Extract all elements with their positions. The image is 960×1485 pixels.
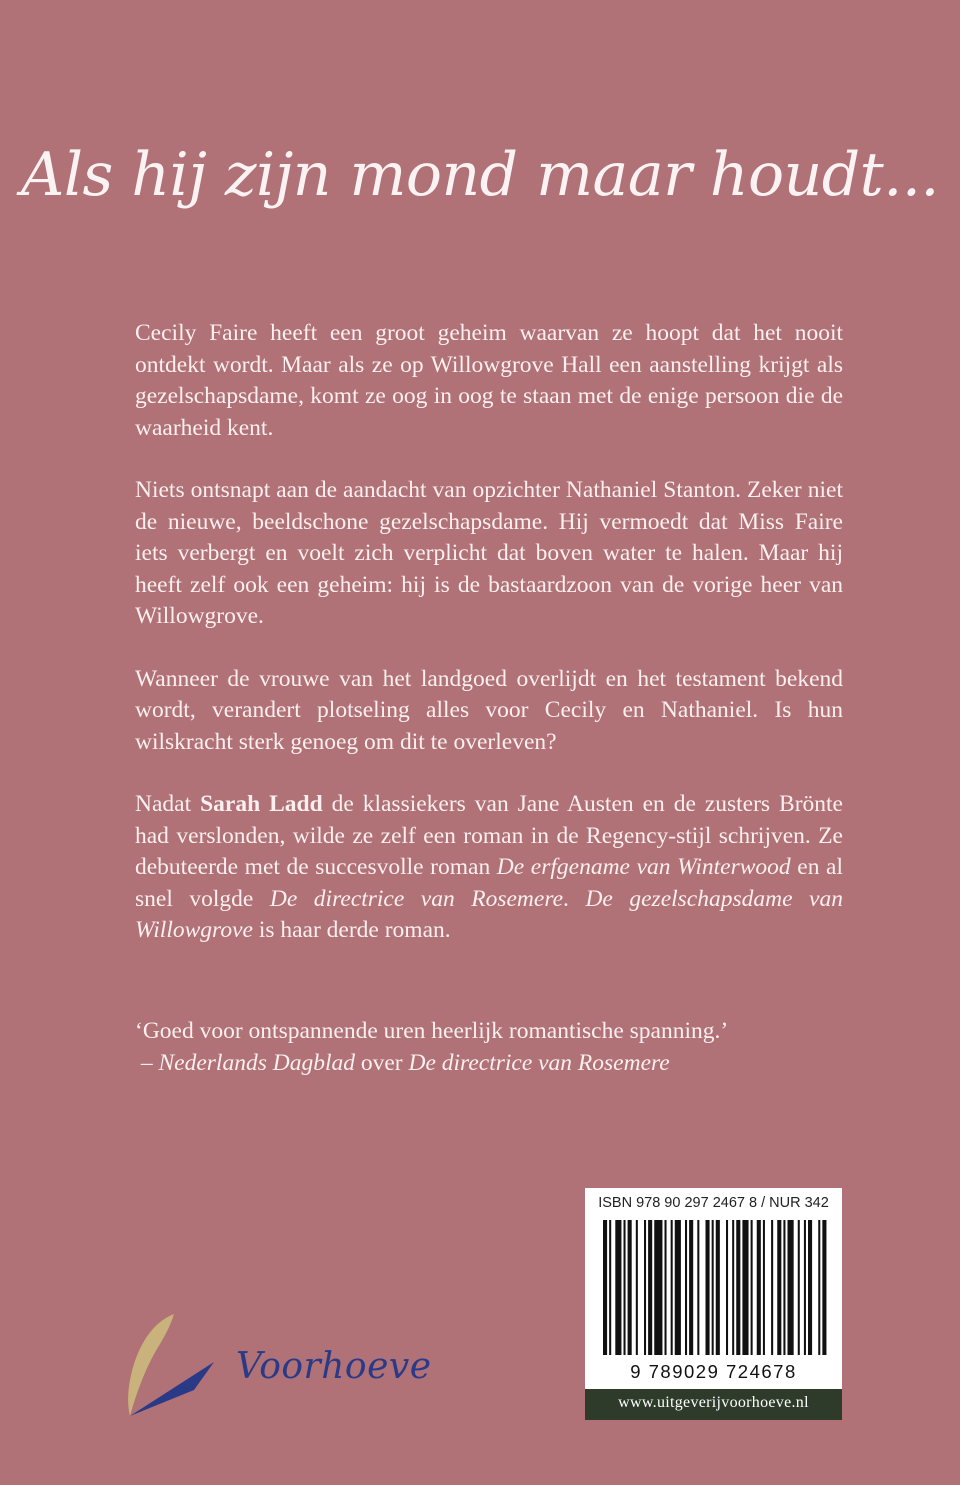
- barcode-bar: [671, 1220, 673, 1355]
- author-name: Sarah Ladd: [200, 791, 323, 817]
- quote-text: ‘Goed voor ontspannende uren heerlijk romantische spanning.’: [135, 1018, 729, 1044]
- quote-dash: –: [140, 1049, 159, 1076]
- barcode-bar: [624, 1220, 626, 1355]
- barcode-bar: [685, 1220, 687, 1355]
- barcode-bar: [788, 1220, 794, 1355]
- barcode-bar: [818, 1220, 820, 1355]
- website-bar: [585, 1389, 842, 1420]
- barcode-bar: [615, 1220, 621, 1355]
- quote-source: Nederlands Dagblad: [158, 1049, 355, 1076]
- barcode-bar: [771, 1220, 773, 1355]
- barcode-bar: [732, 1220, 734, 1355]
- review-quote: [135, 1016, 843, 1079]
- blurb-paragraph: Cecily Faire heeft een groot geheim waarvan ze hoopt dat het nooit ontdekt wordt. Maar als ze op Willowgrove Hall een aanstelling krijgt als gezelschapsdame, komt ze oog in oog te staan met de enige persoon die de waarheid kent.: [135, 320, 843, 441]
- barcode-bar: [763, 1220, 765, 1355]
- barcode-bar: [654, 1220, 662, 1355]
- barcode-bar: [706, 1220, 710, 1355]
- barcode-bar: [644, 1220, 646, 1355]
- back-cover-blurb: [135, 318, 843, 947]
- barcode-panel: [585, 1188, 842, 1389]
- blurb-paragraph: Wanneer de vrouwe van het landgoed overlijdt en het testament bekend wordt, verandert plotseling alles voor Cecily en Nathaniel. Is hun wilskracht sterk genoeg om dit te overleven?: [135, 665, 843, 755]
- barcode-bar: [808, 1220, 812, 1355]
- bio-text: de klassiekers van Jane Austen en de zusters Brönte had verslonden, wilde ze zelf een roman in de Regency-stijl schrijven. Ze debuteerde met de succesvolle roman: [135, 791, 843, 880]
- barcode-bar: [822, 1220, 826, 1355]
- barcode-bar: [689, 1220, 693, 1355]
- barcode-bar: [742, 1220, 748, 1355]
- barcode-digits: 9 789029 724678: [630, 1361, 797, 1382]
- barcode-bar: [609, 1220, 611, 1355]
- barcode-bar: [712, 1220, 714, 1355]
- book-title: De gezelschapsdame van Willowgrove: [135, 885, 843, 943]
- isbn-line: ISBN 978 90 297 2467 8 / NUR 342: [598, 1195, 829, 1211]
- book-title: De erfgename van Winterwood: [496, 854, 791, 880]
- barcode-bar: [697, 1220, 699, 1355]
- quote-over: over: [354, 1049, 409, 1076]
- publisher-website: www.uitgeverijvoorhoeve.nl: [618, 1394, 809, 1411]
- barcode-bar: [736, 1220, 740, 1355]
- author-bio: [135, 789, 843, 947]
- cover-tagline: Als hij zijn mond maar houdt...: [21, 140, 939, 210]
- publisher-name: Voorhoeve: [236, 1346, 432, 1387]
- book-title: De directrice van Rosemere: [269, 885, 564, 912]
- quote-book: De directrice van Rosemere: [408, 1049, 670, 1076]
- barcode-bar: [726, 1220, 728, 1355]
- blurb-paragraph: Niets ontsnapt aan de aandacht van opzichter Nathaniel Stanton. Zeker niet de nieuwe, beeldschone gezelschapsdame. Hij vermoedt dat Miss Faire iets verbergt en voelt zich verplicht dat boven water te halen. Maar hij heeft zelf ook een geheim: hij is de bastaardzoon van de vorige heer van Willowgrove.: [135, 477, 843, 629]
- barcode-graphic: [595, 1220, 832, 1360]
- barcode-bar: [603, 1220, 607, 1355]
- quote-attribution: [135, 1048, 843, 1080]
- barcode-bar: [751, 1220, 753, 1355]
- barcode-bar: [798, 1220, 800, 1355]
- bio-text: is haar derde roman.: [252, 917, 451, 943]
- barcode-bar: [716, 1220, 720, 1355]
- barcode-bar: [757, 1220, 761, 1355]
- barcode-bar: [777, 1220, 781, 1355]
- barcode-bar: [648, 1220, 652, 1355]
- barcode-bar: [675, 1220, 681, 1355]
- barcode-bar: [628, 1220, 632, 1355]
- bio-text: Nadat: [135, 791, 201, 817]
- barcode-bar: [636, 1220, 638, 1355]
- bio-text: .: [563, 885, 586, 912]
- bio-text: en al snel volgde: [135, 854, 843, 912]
- barcode-bar: [665, 1220, 667, 1355]
- barcode-bar: [783, 1220, 785, 1355]
- barcode-bar: [804, 1220, 806, 1355]
